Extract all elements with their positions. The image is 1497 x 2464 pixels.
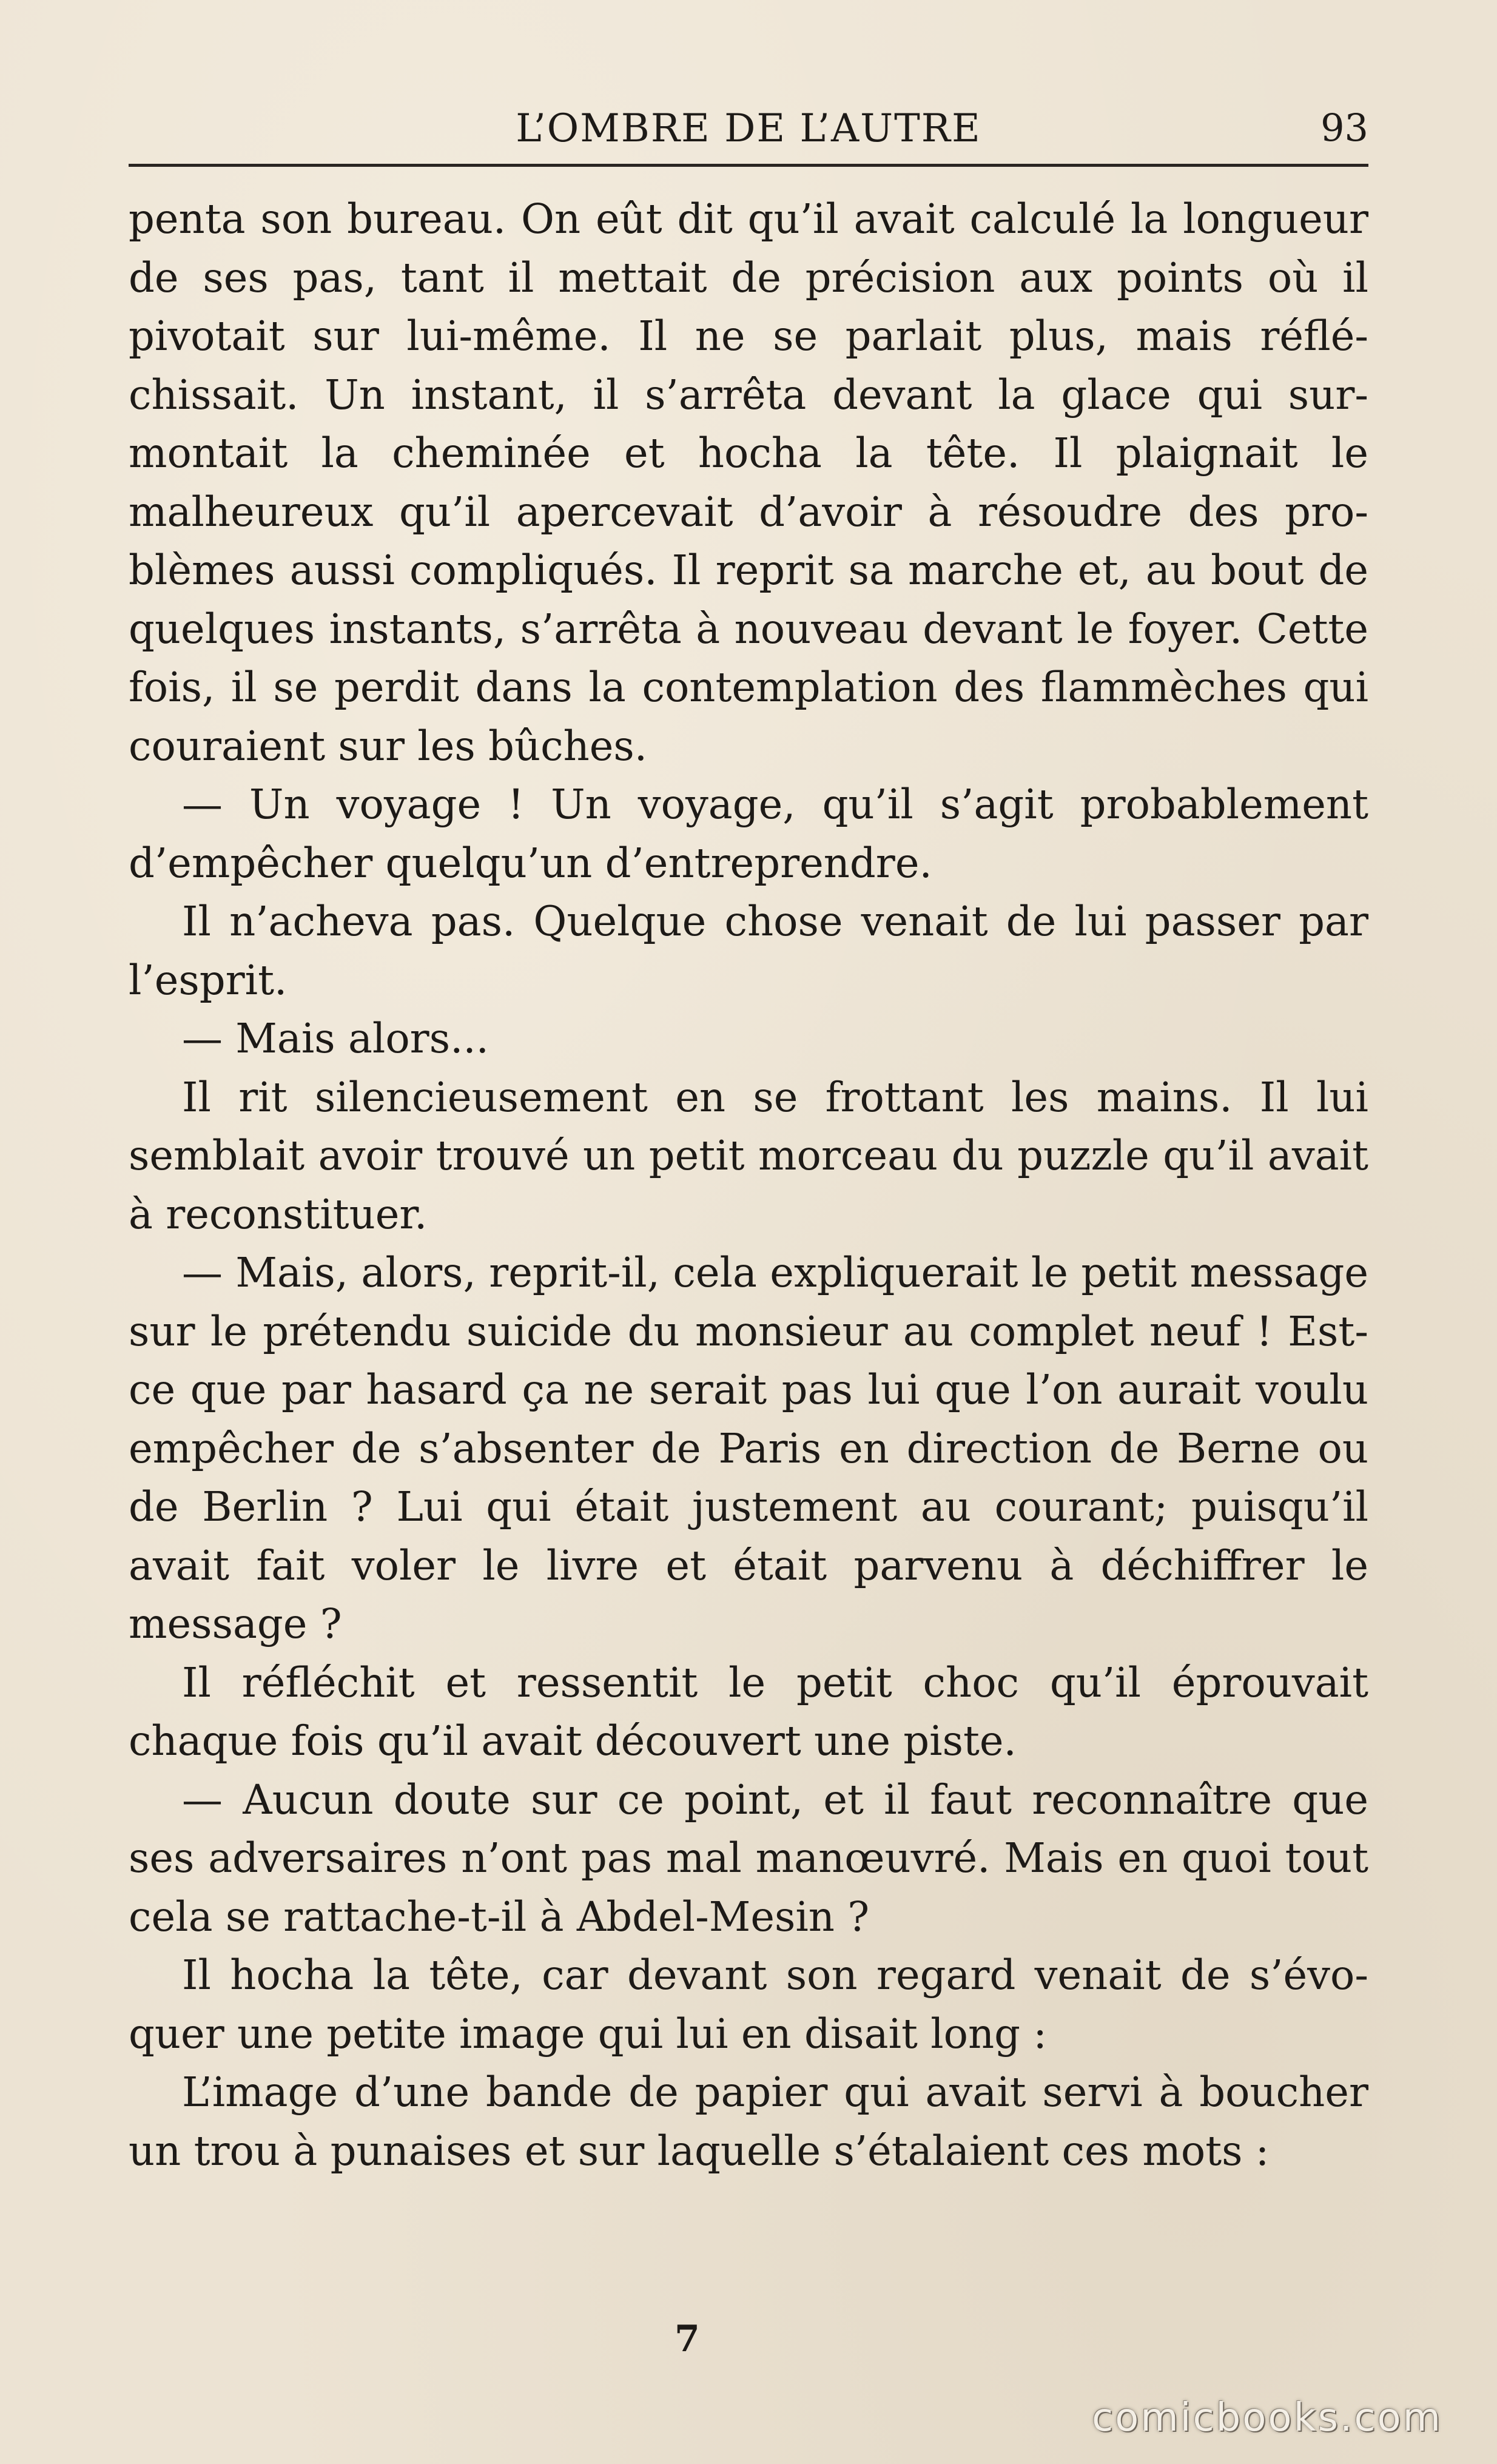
running-title: L’OMBRE DE L’AUTRE <box>516 106 981 151</box>
paragraph: Il hocha la tête, car devant son regard venait de s’évoquer une petite image qui lui en disait long : <box>129 1951 1368 2058</box>
page-body <box>129 190 1368 2180</box>
paragraph: — Aucun doute sur ce point, et il faut reconnaître que ses adversaires n’ont pas mal manœuvré. Mais en quoi tout cela se rattache-t-il à Abdel-Mesin ? <box>129 1776 1368 1941</box>
paragraph: — Mais, alors, reprit-il, cela expliquerait le petit message sur le prétendu suicide du monsieur au complet neuf ! Est-ce que par hasard ça ne serait pas lui que l’on aurait voulu empêcher de s’absenter de Paris en direction de Berne ou de Berlin ? Lui qui était justement au courant; puisqu’il avait fait voler le livre et était parvenu à déchiffrer le message ? <box>129 1249 1368 1648</box>
book-page <box>129 97 1368 2414</box>
paragraph: — Un voyage ! Un voyage, qu’il s’agit probablement d’empêcher quelqu’un d’entreprendre. <box>129 781 1368 887</box>
paragraph: Il n’acheva pas. Quelque chose venait de lui passer par l’esprit. <box>129 898 1368 1004</box>
page-number: 93 <box>1320 106 1368 150</box>
paragraph: Il réfléchit et ressentit le petit choc qu’il éprouvait chaque fois qu’il avait découvert une piste. <box>129 1658 1368 1765</box>
paragraph: penta son bureau. On eût dit qu’il avait calculé la longueur de ses pas, tant il mettait de précision aux points où il pivotait sur lui-même. Il ne se parlait plus, mais réfléchissait. Un instant, il s’arrêta devant la glace qui surmontait la cheminée et hocha la tête. Il plaignait le malheureux qu’il apercevait d’avoir à résoudre des problèmes aussi compliqués. Il reprit sa marche et, au bout de quelques instants, s’arrêta à nouveau devant le foyer. Cette fois, il se perdit dans la contemplation des flammèches qui couraient sur les bûches. <box>129 195 1368 770</box>
paragraph: Il rit silencieusement en se frottant les mains. Il lui semblait avoir trouvé un petit morceau du puzzle qu’il avait à reconstituer. <box>129 1073 1368 1238</box>
paragraph: L’image d’une bande de papier qui avait servi à boucher un trou à punaises et sur laquelle s’étalaient ces mots : <box>129 2068 1368 2175</box>
signature-mark: 7 <box>674 2318 700 2360</box>
page-header <box>129 97 1368 167</box>
watermark-text: comicbooks.com <box>1091 2395 1442 2440</box>
paragraph: — Mais alors... <box>182 1015 489 1062</box>
